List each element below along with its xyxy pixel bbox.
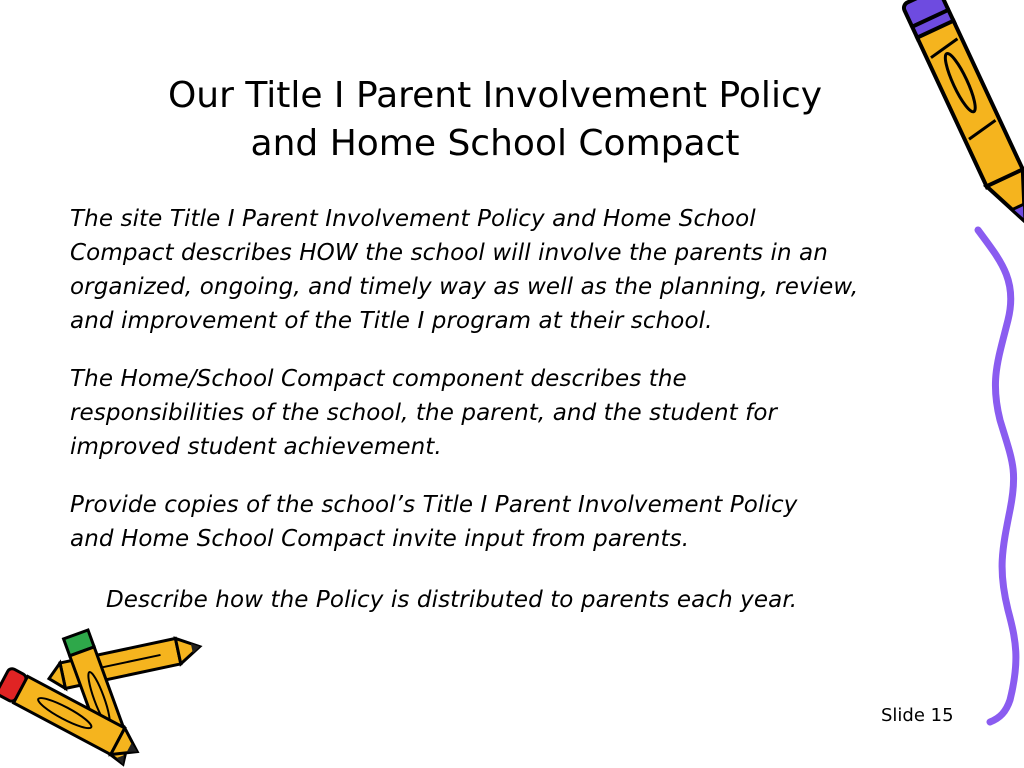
paragraph-line: organized, ongoing, and timely way as well as the planning, review, [70, 274, 859, 300]
paragraph-describe-distribution [106, 583, 797, 617]
slide-title-line-1: Our Title I Parent Involvement Policy [167, 75, 823, 116]
paragraph-line: and Home School Compact invite input from parents. [70, 526, 690, 552]
paragraph-provide-copies [70, 488, 797, 556]
paragraph-line: Provide copies of the school’s Title I Parent Involvement Policy [70, 492, 798, 518]
wavy-line-decoration [978, 230, 1016, 722]
crossed-pencils-icon [0, 615, 205, 755]
paragraph-line: responsibilities of the school, the parent, and the student for [70, 400, 778, 426]
slide-number: Slide 15 [881, 705, 954, 726]
paragraph-line: Compact describes HOW the school will involve the parents in an [70, 240, 828, 266]
paragraph-line: The Home/School Compact component describes the [70, 366, 687, 392]
paragraph-policy-description [70, 202, 858, 338]
slide-title-line-2: and Home School Compact [250, 123, 740, 164]
paragraph-line: Describe how the Policy is distributed to parents each year. [106, 587, 798, 613]
paragraph-line: improved student achievement. [70, 434, 442, 460]
paragraph-compact-component [70, 362, 777, 464]
tall-pencil [902, 0, 1024, 230]
pencil-and-wavy-line-icon [850, 0, 1024, 725]
slide-title [120, 72, 870, 168]
paragraph-line: and improvement of the Title I program at their school. [70, 308, 713, 334]
paragraph-line: The site Title I Parent Involvement Policy and Home School [70, 206, 756, 232]
